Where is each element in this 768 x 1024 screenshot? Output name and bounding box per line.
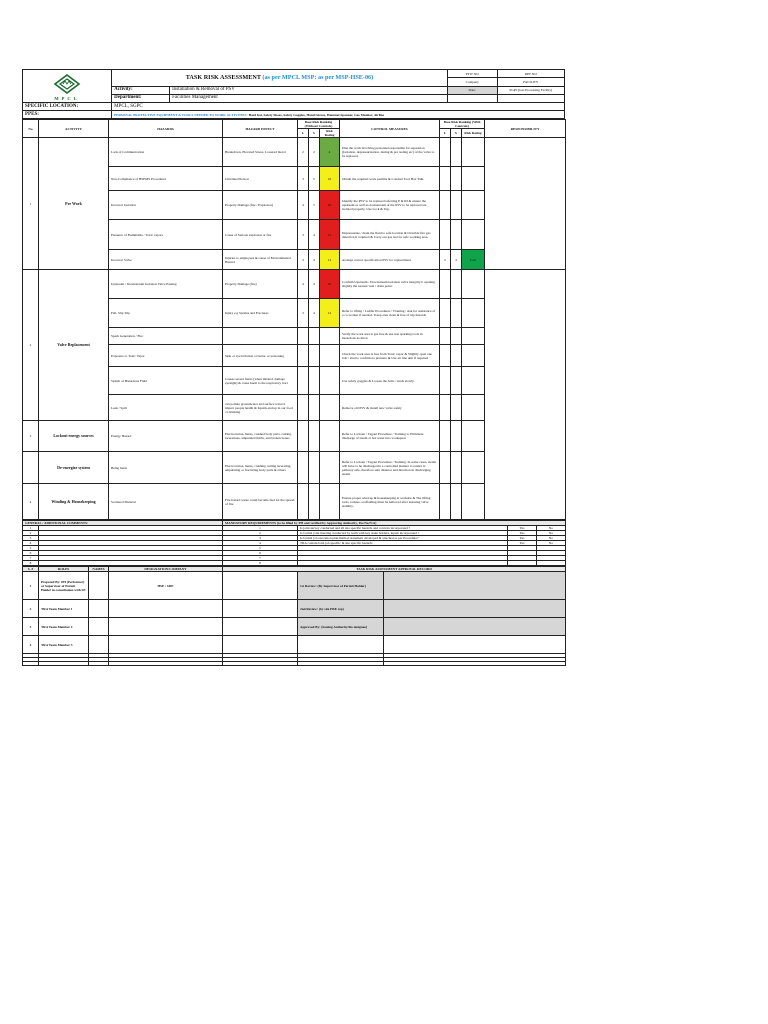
team-name (89, 636, 109, 654)
requirement-no: No (537, 541, 566, 546)
likelihood-post (440, 367, 451, 395)
general-number: 1 (23, 526, 39, 531)
severity: 5 (309, 191, 320, 220)
activity-value: Installation & Removal of PSV (170, 86, 448, 94)
severity-post (451, 421, 462, 452)
severity: 4 (309, 299, 320, 328)
col-effect: HAZARD EFFECT (223, 120, 298, 138)
review-label: Approved By: (Issuing Authority/his designee) (298, 618, 384, 636)
requirement-no: No (537, 536, 566, 541)
ref-no-label: REF NO (497, 70, 564, 78)
hazard-text: Lack of Communication (109, 138, 223, 167)
company-label: Company (447, 78, 497, 86)
facility-label: FACILITY (497, 78, 564, 86)
control-measure: Depressurize / drain the fluid to safe location & Override fire gas detection if required & Carry out gas test for safe working area. (340, 220, 440, 250)
general-number: 6 (23, 551, 39, 556)
col-l2: L (440, 129, 451, 138)
likelihood-post (440, 167, 451, 191)
team-signature (223, 600, 298, 618)
severity: 4 (309, 220, 320, 250)
team-role: TRA Team Member 3 (39, 636, 89, 654)
team-signature (223, 618, 298, 636)
severity-post (451, 452, 462, 484)
activity-name: Valve Replacement (39, 270, 109, 421)
general-comments-label: GENERAL / ADDITIONAL COMMENTS: (23, 521, 223, 526)
general-number: 2 (23, 531, 39, 536)
risk-rating (320, 484, 340, 520)
team-signature (223, 636, 298, 654)
department-label: Department: (112, 94, 170, 102)
severity-post: 4 (451, 250, 462, 270)
severity: 2 (309, 138, 320, 167)
control-measure: Ensure proper wind up & housekeeping at worksite & The lifting tools, tackles, scaffolding must be removed after ensuring valve stability. (340, 484, 440, 520)
risk-rating: 16 (320, 270, 340, 299)
location-label: SPECIFIC LOCATION: (23, 103, 112, 111)
likelihood: 4 (298, 270, 309, 299)
hazard-text: Splash of Hazardous Fluid (109, 367, 223, 395)
col-activity: ACTIVITY (39, 120, 109, 138)
hazard-effect: Property Damage (fire) (223, 270, 298, 299)
requirement-number: 3 (223, 536, 298, 541)
control-measure: Refer to Lockout / Tagout Procedure / Training. In some cases, steam will have to be discharged in a controlled manner to render it/ pathway safe, therefore safe distance and direction in discharging steam. (340, 452, 440, 484)
severity (309, 367, 320, 395)
requirement-yes: Yes (508, 531, 537, 536)
row-number: 4 (23, 484, 39, 520)
risk-rating: 12 (320, 250, 340, 270)
hazard-text: Non-Compliance of HSEMS Procedures (109, 167, 223, 191)
logo-text: MPCL (54, 96, 80, 101)
likelihood-post (440, 395, 451, 421)
risk-rating-post (462, 395, 485, 421)
col-risk-rating2: Risk Rating (462, 129, 485, 138)
hazard-row (23, 452, 566, 484)
location-value: MPCL, SGPC (112, 103, 565, 111)
severity-post (451, 395, 462, 421)
likelihood (298, 328, 309, 345)
hazard-text: Incorrect Isolation (109, 191, 223, 220)
risk-rating-post (462, 421, 485, 452)
team-designation (109, 600, 223, 618)
control-measure: Arrange correct specification PSV for replacement (340, 250, 440, 270)
review-sign (384, 600, 566, 618)
col-s2: S (451, 129, 462, 138)
facility-value: SGPC(Gas Processing Facility) (497, 86, 564, 94)
team-name (89, 600, 109, 618)
responsibility-cell (485, 270, 566, 520)
team-sn: 3 (23, 618, 39, 636)
review-label: 1st Review: (By Supervisor of Permit Holder) (298, 572, 384, 600)
requirement-yes: Yes (508, 536, 537, 541)
hazard-effect (223, 328, 298, 345)
control-measure: Verify the work area is gas free & use non sparking tools in hazardous location (340, 328, 440, 345)
approval-record-title: TASK RISK ASSESSMENT APPROVAL RECORD (223, 567, 566, 572)
mpcl-logo-icon (52, 73, 82, 97)
team-name (89, 572, 109, 600)
col-post-risk: Base Risk Ranking (With Controls) (440, 120, 485, 129)
risk-rating: 4 (320, 138, 340, 167)
risk-rating: 12 (320, 220, 340, 250)
hazard-effect: Fire hazard waste could become fuel for the spread of fire (223, 484, 298, 520)
hazard-row (23, 270, 566, 299)
control-measure: Confirm Upstream / Downstream isolation valve integrity b opening slightly the nearest vent / drain point. (340, 270, 440, 299)
severity (309, 484, 320, 520)
team-designation: HSE / SDE (109, 572, 223, 600)
requirement-number: 5 (223, 546, 298, 551)
hazard-effect: Injuries to employees & cause of Environmental Hazard (223, 250, 298, 270)
control-measure: Use safety goggles & Loosen the bolts / studs slowly. (340, 367, 440, 395)
hazard-text: Leak / Spill (109, 395, 223, 421)
severity-post (451, 220, 462, 250)
col-base-risk: Base Risk Ranking (Without Controls) (298, 120, 340, 129)
activity-label: Activity: (112, 86, 170, 94)
team-designation (109, 636, 223, 654)
team-sn: 4 (23, 636, 39, 654)
hazard-text: Incorrect Valve (109, 250, 223, 270)
review-sign (384, 636, 566, 654)
control-measure: Refer to Lockout / Tagout Procedure / Training to Eliminate discharge of steam or hot water into workspace (340, 421, 440, 452)
comment-cell (39, 561, 223, 566)
risk-rating-post (462, 452, 485, 484)
activity-name: De-energize system (39, 452, 109, 484)
hazard-text: Exposure to Toxic Vapor (109, 345, 223, 367)
col-sn: S. # (23, 567, 39, 572)
review-sign (384, 618, 566, 636)
general-number: 4 (23, 541, 39, 546)
likelihood-post: 2 (440, 250, 451, 270)
hazard-effect: can pollute groundwater and surface water it impact people health & liquids end up in our food or drinking (223, 395, 298, 421)
risk-rating: 16 (320, 167, 340, 191)
control-measure: Identify the PSV to be replaced referring P & ID & ensure the upstream as well as downstream of the PSV to be replaced are isolated properly. Use Lock & Tag. (340, 191, 440, 220)
hazard-effect: Cause of Serious explosion or fire (223, 220, 298, 250)
control-measure: Remove old PSV & install new valve safely (340, 395, 440, 421)
severity (309, 452, 320, 484)
activity-name: Winding & Housekeeping (39, 484, 109, 520)
severity-post (451, 345, 462, 367)
severity (309, 395, 320, 421)
general-number: 3 (23, 536, 39, 541)
severity (309, 345, 320, 367)
team-name (89, 618, 109, 636)
severity (309, 421, 320, 452)
row-number: 3 (23, 421, 39, 452)
hazard-effect: Breakdown, Elevated Stress, Lowered moral (223, 138, 298, 167)
team-row (23, 636, 566, 654)
ppes-value: PERSONAL PROTECTIVE EQUIPMENT & TOOLS NEEDED TO WORK ACTIVITIES: Hard hat, Safety Shoes, Safety Goggles, Hand Gloves, Hammer,Spanner, Gas Monitor, Airline (112, 111, 565, 119)
responsibility-cell (485, 138, 566, 270)
hazard-effect: Electrocution, burns, crushing cutting lacerating, amputating or fracturing body parts & others (223, 452, 298, 484)
risk-rating-post (462, 345, 485, 367)
header-table (22, 69, 565, 119)
page-title: TASK RISK ASSESSMENT (as per MPCL MSP: as per MSP-HSE-06) (112, 70, 448, 87)
team-sn: 1 (23, 572, 39, 600)
severity: 5 (309, 167, 320, 191)
hazard-text: Upstream / Downstream Isolation Valve Passing (109, 270, 223, 299)
requirement-no: No (537, 526, 566, 531)
likelihood-post (440, 484, 451, 520)
severity: 4 (309, 250, 320, 270)
hazard-effect: Injury e.g Sprains and Fractures (223, 299, 298, 328)
likelihood-post (440, 345, 451, 367)
review-label: 2nd Review: (by site HSE rep) (298, 600, 384, 618)
requirement-number: 8 (223, 561, 298, 566)
col-control: CONTROL MEASURES (340, 120, 440, 138)
likelihood: 3 (298, 167, 309, 191)
hazard-text: Presence of Flammable / Toxic vapors (109, 220, 223, 250)
risk-rating-post (462, 484, 485, 520)
requirement-number: 1 (223, 526, 298, 531)
requirement-yes (508, 561, 537, 566)
severity-post (451, 167, 462, 191)
general-number: 8 (23, 561, 39, 566)
likelihood: 2 (298, 138, 309, 167)
likelihood (298, 484, 309, 520)
hazard-text: Scattered Material (109, 484, 223, 520)
risk-rating-post: Low (462, 250, 485, 270)
risk-rating-post (462, 138, 485, 167)
requirement-number: 2 (223, 531, 298, 536)
team-role: TRA Team Member 2 (39, 618, 89, 636)
approval-table (22, 566, 566, 666)
likelihood-post (440, 138, 451, 167)
date-label: Date: (447, 86, 497, 94)
department-value: Facilities Management (170, 94, 448, 102)
hazard-effect: Untrained Person (223, 167, 298, 191)
severity-post (451, 270, 462, 299)
severity-post (451, 328, 462, 345)
risk-rating: 12 (320, 299, 340, 328)
hazard-text: Spark Generation / Fire (109, 328, 223, 345)
control-measure: Refer to lifting / Ladder Procedures / Training / Ask for assistance of a co-worker if needed / Keep area clean & free of trip hazards (340, 299, 440, 328)
col-responsibility: RESPONSIBILITY (485, 120, 566, 138)
likelihood (298, 452, 309, 484)
likelihood-post (440, 421, 451, 452)
risk-rating (320, 328, 340, 345)
likelihood: 4 (298, 191, 309, 220)
risk-rating: 20 (320, 191, 340, 220)
risk-rating-post (462, 299, 485, 328)
likelihood-post (440, 191, 451, 220)
requirement-no: No (537, 531, 566, 536)
col-roles: ROLES (39, 567, 89, 572)
row-number: 2 (23, 270, 39, 421)
team-row (23, 572, 566, 600)
risk-rating-post (462, 167, 485, 191)
control-measure: Obtain the required work permits & Conduct Tool Box Talk. (340, 167, 440, 191)
control-measure: Check the work area is free from Toxic vapor & Slightly open one bolt / stud to confirm no pressure & Use air line unit if required (340, 345, 440, 367)
requirement-text (298, 561, 508, 566)
mandatory-label: MANDATORY REQUIREMENTS (to be filled by PH and verified by Approving Authority, Yes/No/N/A) (223, 521, 566, 526)
general-table (22, 520, 566, 566)
ptw-no-label: PTW NO (447, 70, 497, 78)
hazard-effect: Causes severe burns (when inhaled, damage eyesight) & cause harm to the respiratory tract (223, 367, 298, 395)
general-number: 7 (23, 556, 39, 561)
likelihood: 3 (298, 220, 309, 250)
requirement-text: Is joint survey conducted and all site specific hazards and controls incorporated ? (298, 526, 508, 531)
risk-rating (320, 395, 340, 421)
likelihood-post (440, 452, 451, 484)
requirement-yes: Yes (508, 541, 537, 546)
requirement-number: 4 (223, 541, 298, 546)
likelihood-post (440, 270, 451, 299)
likelihood (298, 367, 309, 395)
requirement-text: Is formal job execution plan/method statement developed & attached as per Procedure? (298, 536, 508, 541)
team-designation (109, 618, 223, 636)
risk-rating (320, 452, 340, 484)
risk-rating-post (462, 367, 485, 395)
activity-name: Lockout energy sources (39, 421, 109, 452)
hazard-effect: Property Damage (fire / Explosion) (223, 191, 298, 220)
col-risk-rating: Risk Rating (320, 129, 340, 138)
review-sign (384, 572, 566, 600)
team-role: Prepared By: PH (Performer) or Supervisor of Permit Holder in consultation with SE (39, 572, 89, 600)
col-no: No (23, 120, 39, 138)
requirement-text: Is formal joint meeting conducted by team with key stake holders, inputs incorporated ? (298, 531, 508, 536)
hazard-table (22, 119, 566, 520)
row-number: 1 (23, 138, 39, 270)
requirement-number: 7 (223, 556, 298, 561)
general-number: 5 (23, 546, 39, 551)
risk-rating (320, 367, 340, 395)
team-signature (223, 572, 298, 600)
likelihood (298, 395, 309, 421)
severity (309, 328, 320, 345)
risk-rating (320, 421, 340, 452)
risk-rating-post (462, 191, 485, 220)
likelihood: 3 (298, 250, 309, 270)
likelihood-post (440, 220, 451, 250)
severity-post (451, 299, 462, 328)
hazard-row (23, 484, 566, 520)
team-row (23, 600, 566, 618)
requirement-text: TRA contain both job specific & site specific hazards (298, 541, 508, 546)
hazard-effect: Electrocution, burns, crushed body parts, cutting, lacerations, amputated limbs, and broken bones (223, 421, 298, 452)
likelihood-post (440, 299, 451, 328)
team-row (23, 618, 566, 636)
control-measure: Plan the work involving personnel responsible for separation (Isolation, depressurization, during & pre testing etc) of the valve to be replaced. (340, 138, 440, 167)
requirement-no (537, 561, 566, 566)
likelihood (298, 421, 309, 452)
logo (23, 70, 112, 103)
severity-post (451, 191, 462, 220)
severity: 4 (309, 270, 320, 299)
review-label (298, 636, 384, 654)
row-number (23, 452, 39, 484)
risk-rating-post (462, 270, 485, 299)
requirement-number: 6 (223, 551, 298, 556)
severity-post (451, 484, 462, 520)
col-hazards: HAZARDS (109, 120, 223, 138)
col-names: NAMES (89, 567, 109, 572)
risk-rating (320, 345, 340, 367)
requirement-yes: Yes (508, 526, 537, 531)
col-designation: DESIGNATION/COMPANY (109, 567, 223, 572)
ppes-label: PPES: (23, 111, 112, 119)
col-l: L (298, 129, 309, 138)
severity-post (451, 138, 462, 167)
likelihood: 3 (298, 299, 309, 328)
hazard-text: Being burnt (109, 452, 223, 484)
likelihood-post (440, 328, 451, 345)
hazard-effect: Skin or eye irritation or burns, or poisoning (223, 345, 298, 367)
general-row (23, 561, 566, 566)
hazard-row (23, 421, 566, 452)
activity-name: Pre Work (39, 138, 109, 270)
tra-sheet (22, 69, 565, 666)
hazard-row (23, 138, 566, 167)
team-sn: 2 (23, 600, 39, 618)
col-s: S (309, 129, 320, 138)
risk-rating-post (462, 220, 485, 250)
likelihood (298, 345, 309, 367)
hazard-text: Fall, Slip Trip (109, 299, 223, 328)
severity-post (451, 367, 462, 395)
risk-rating-post (462, 328, 485, 345)
team-role: TRA Team Member 1 (39, 600, 89, 618)
hazard-text: Energy Hazard (109, 421, 223, 452)
